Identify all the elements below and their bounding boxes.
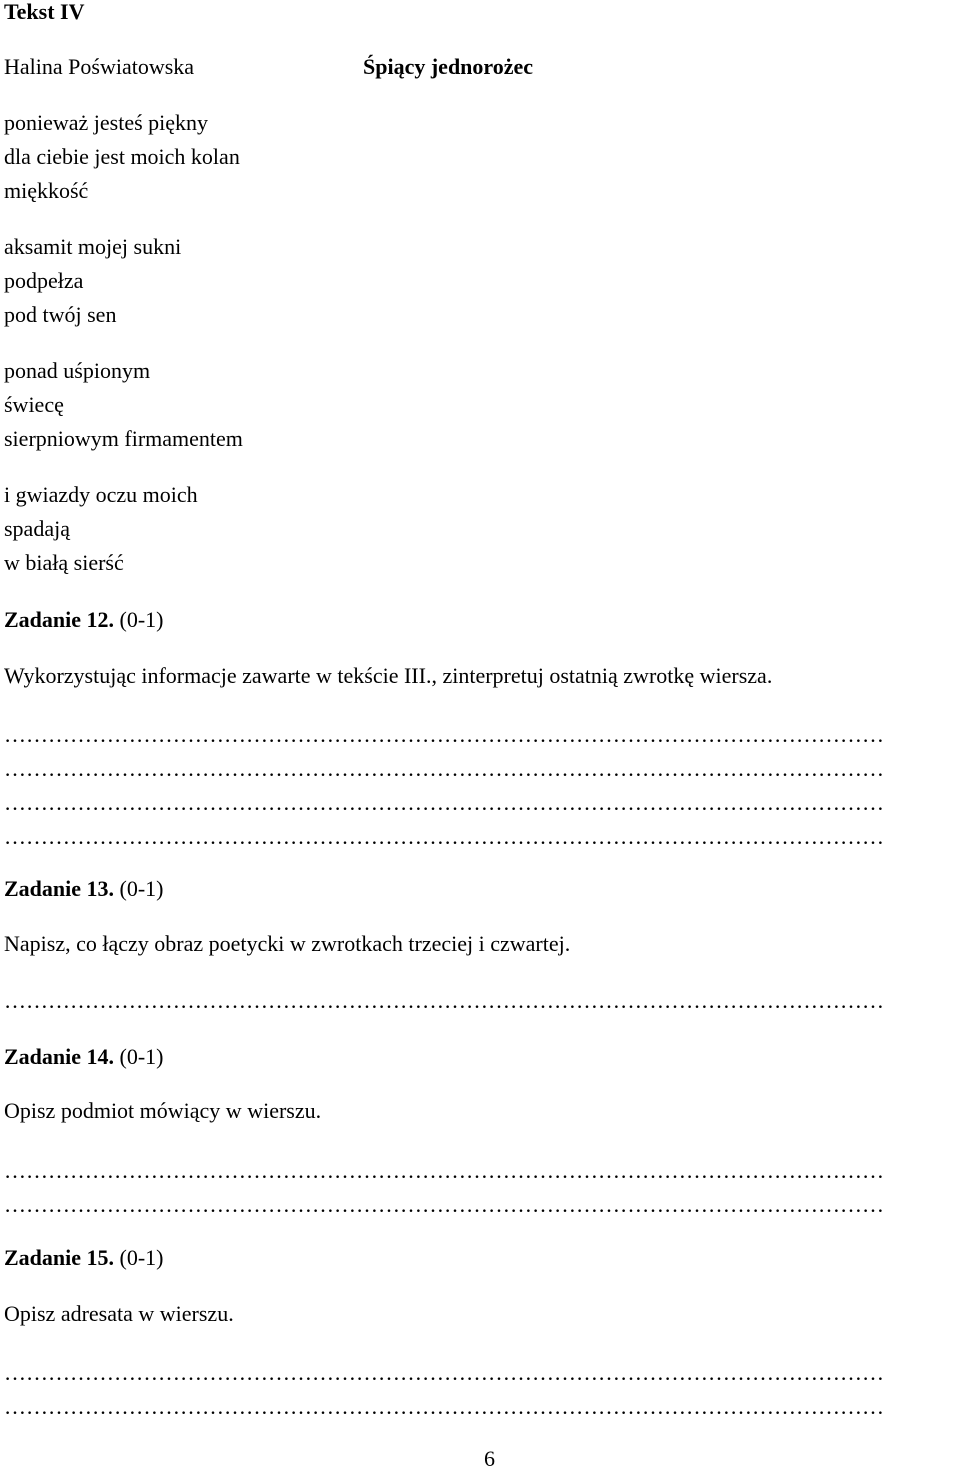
task-15-header bbox=[4, 1241, 164, 1275]
answer-line[interactable]: ………………………………………………………………………………………………………… bbox=[4, 1192, 884, 1217]
task-15-instruction: Opisz adresata w wierszu. bbox=[4, 1301, 234, 1326]
poem-line: świecę bbox=[4, 392, 64, 417]
answer-line[interactable]: ………………………………………………………………………………………………………… bbox=[4, 988, 884, 1013]
poem-line: pod twój sen bbox=[4, 302, 117, 327]
poem-line: aksamit mojej sukni bbox=[4, 234, 182, 259]
page-number: 6 bbox=[484, 1446, 495, 1471]
poem-line: w białą sierść bbox=[4, 550, 124, 575]
answer-line[interactable]: ………………………………………………………………………………………………………… bbox=[4, 1158, 884, 1183]
task-12-instruction: Wykorzystując informacje zawarte w tekście III., zinterpretuj ostatnią zwrotkę wiersza. bbox=[4, 663, 773, 688]
task-heading: Zadanie 15. bbox=[4, 1245, 115, 1270]
task-points: (0-1) bbox=[119, 1044, 164, 1069]
poem-author: Halina Poświatowska bbox=[4, 54, 195, 79]
task-points: (0-1) bbox=[119, 1245, 164, 1270]
poem-line: miękkość bbox=[4, 178, 89, 203]
task-heading: Zadanie 12. bbox=[4, 607, 115, 632]
answer-line[interactable]: ………………………………………………………………………………………………………… bbox=[4, 1394, 884, 1419]
poem-line: dla ciebie jest moich kolan bbox=[4, 144, 240, 169]
task-12-header bbox=[4, 603, 164, 637]
poem-line: sierpniowym firmamentem bbox=[4, 426, 243, 451]
task-13-header bbox=[4, 872, 164, 906]
answer-line[interactable]: ………………………………………………………………………………………………………… bbox=[4, 756, 884, 781]
task-points: (0-1) bbox=[119, 876, 164, 901]
poem-line: spadają bbox=[4, 516, 70, 541]
poem-line: ponieważ jesteś piękny bbox=[4, 110, 209, 135]
answer-line[interactable]: ………………………………………………………………………………………………………… bbox=[4, 722, 884, 747]
answer-line[interactable]: ………………………………………………………………………………………………………… bbox=[4, 790, 884, 815]
answer-line[interactable]: ………………………………………………………………………………………………………… bbox=[4, 1360, 884, 1385]
poem-title: Śpiący jednorożec bbox=[363, 54, 534, 79]
poem-line: i gwiazdy oczu moich bbox=[4, 482, 198, 507]
task-13-instruction: Napisz, co łączy obraz poetycki w zwrotkach trzeciej i czwartej. bbox=[4, 931, 571, 956]
answer-line[interactable]: ………………………………………………………………………………………………………… bbox=[4, 824, 884, 849]
task-14-header bbox=[4, 1040, 164, 1074]
text-title: Tekst IV bbox=[4, 0, 85, 24]
poem-line: podpełza bbox=[4, 268, 84, 293]
task-heading: Zadanie 14. bbox=[4, 1044, 115, 1069]
task-heading: Zadanie 13. bbox=[4, 876, 115, 901]
task-14-instruction: Opisz podmiot mówiący w wierszu. bbox=[4, 1098, 322, 1123]
task-points: (0-1) bbox=[119, 607, 164, 632]
poem-line: ponad uśpionym bbox=[4, 358, 151, 383]
